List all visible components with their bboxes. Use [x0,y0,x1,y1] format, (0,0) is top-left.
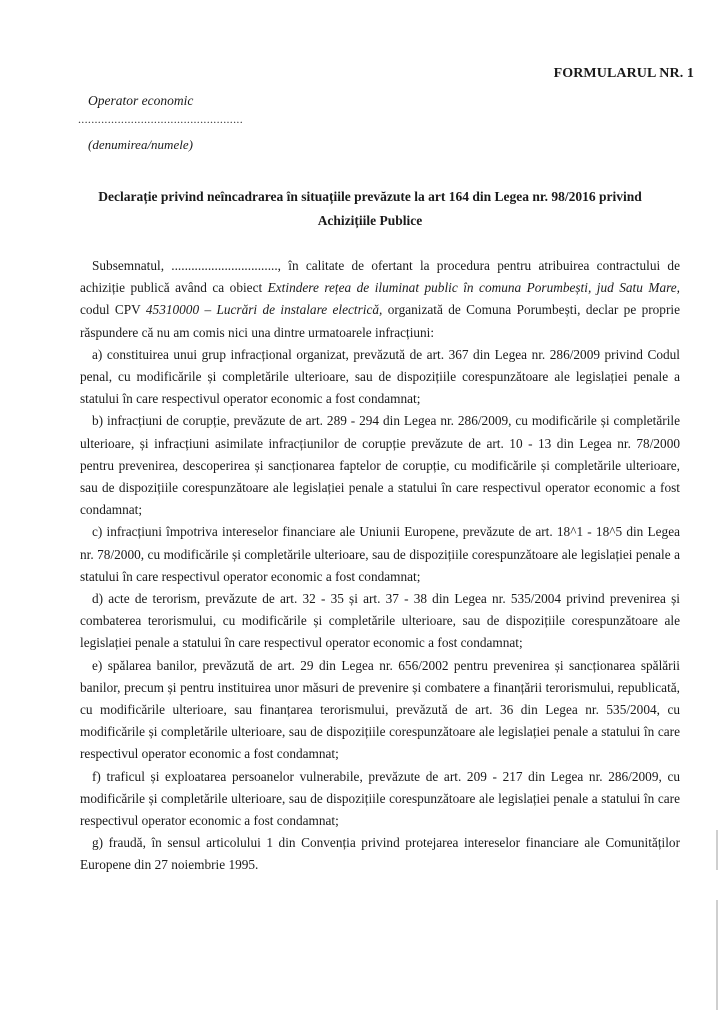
offense-item-g: g) fraudă, în sensul articolului 1 din Convenția privind protejarea intereselor financiare ale Comunităților Europene din 27 noiembrie 1995. [80,835,680,873]
offense-item-d: d) acte de terorism, prevăzute de art. 32 - 35 și art. 37 - 38 din Legea nr. 535/2004 privind prevenirea și combaterea terorismului, cu modificările și completările ulterioare, sau de dispozițiile corespunzătoare ale legislației penale a statului în care respectivul operator economic a fost condamnat; [80,591,680,651]
declaration-title [60,185,680,233]
intro-paragraph [80,255,680,344]
operator-label: Operator economic [88,93,194,108]
offense-item-e: e) spălarea banilor, prevăzută de art. 29 din Legea nr. 656/2002 pentru prevenirea și sancționarea spălării banilor, precum și pentru instituirea unor măsuri de prevenire și combatere a finanțării terorismului, republicată, cu modificările ulterioare, sau finanțarea terorismului, prevăzută de art. 36 din Legea nr. 535/2004, cu modificările și completările ulterioare, sau de dispozițiile corespunzătoare ale legislației penale a statului în care respectivul operator economic a fost condamnat; [80,657,680,762]
declaration-body [80,255,680,877]
project-name: Extindere rețea de iluminat public în comuna Porumbești, jud Satu Mare, [267,280,680,296]
offense-item-a: a) constituirea unui grup infracțional organizat, prevăzută de art. 367 din Legea nr. 286/2009 privind Codul penal, cu modificările și completările ulterioare, sau de dispozițiile corespunzătoare ale legislației penale a statului în care respectivul operator economic a fost condamnat; [80,346,680,407]
offense-item-f: f) traficul și exploatarea persoanelor vulnerabile, prevăzute de art. 209 - 217 din Legea nr. 286/2009, cu modificările și completările ulterioare, sau de dispozițiile corespunzătoare ale legislației penale a statului în care respectivul operator economic a fost condamnat; [80,768,680,829]
title-line-2: Achizițiile Publice [317,213,423,228]
intro-text-1: Subsemnatul, ................................, în calitate de ofertant la procedura pentru atribuirea contractului de achiziție publică având ca obiect [80,258,680,296]
title-line-1: Declarație privind neîncadrarea în situațiile prevăzute la art 164 din Legea nr. 98/2016 privind [98,189,642,204]
scan-edge-mark [716,830,718,870]
intro-text-3: organizată de Comuna Porumbești, declar pe proprie răspundere că nu am comis nici una dintre urmatoarele infracțiuni: [80,302,680,340]
operator-name-hint: (denumirea/numele) [88,137,193,152]
scan-edge-mark [716,900,718,1010]
intro-text-2: codul CPV [80,302,146,318]
form-number: FORMULARUL NR. 1 [553,66,694,81]
offense-item-c: c) infracțiuni împotriva intereselor financiare ale Uniunii Europene, prevăzute de art. 18^1 - 18^5 din Legea nr. 78/2000, cu modificările și completările ulterioare, sau de dispozițiile corespunzătoare ale legislației penale a statului în care respectivul operator economic a fost condamnat; [80,524,680,584]
operator-name-blank: .................................................. [78,112,243,126]
offense-item-b: b) infracțiuni de corupție, prevăzute de art. 289 - 294 din Legea nr. 286/2009, cu modificările și completările ulterioare, și infracțiuni asimilate infracțiunilor de corupție prevăzute de art. 10 - 13 din Legea nr. 78/2000 pentru prevenirea, descoperirea și sancționarea faptelor de corupție, cu modificările și completările ulterioare, sau de dispozițiile corespunzătoare ale legislației penale a statului în care respectivul operator economic a fost condamnat; [80,413,680,518]
cpv-code: 45310000 – Lucrări de instalare electrică, [145,302,383,318]
